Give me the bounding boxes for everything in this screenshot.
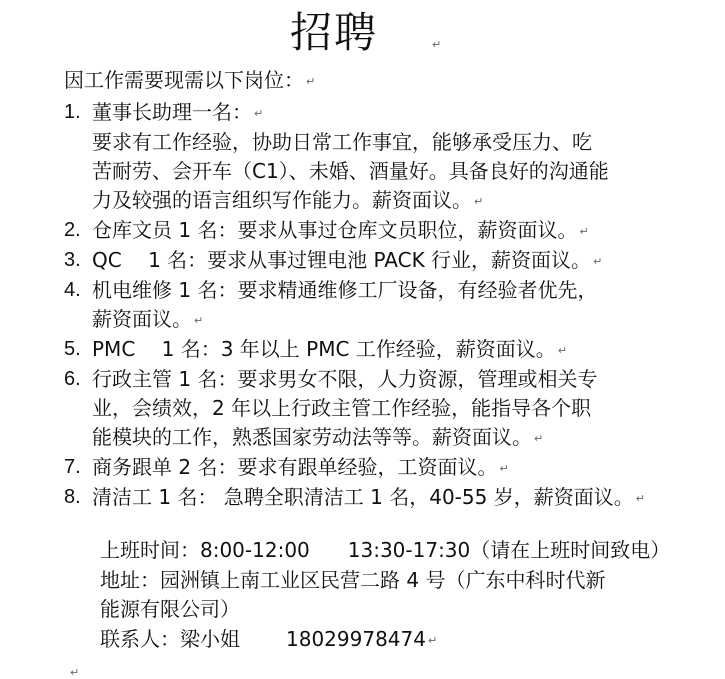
position-text <box>92 483 714 513</box>
working-hours-morning: 上班时间：8:00-12:00 <box>100 538 310 562</box>
position-line-text: 能模块的工作，熟悉国家劳动法等等。薪资面议。 <box>92 425 532 449</box>
position-line-text: 薪资面议。 <box>92 307 192 331</box>
position-line <box>92 276 714 305</box>
paragraph-mark-icon: ↵ <box>432 38 442 51</box>
position-line <box>92 453 714 483</box>
paragraph-mark-icon: ↵ <box>499 462 509 475</box>
position-line-text: 机电维修 1 名：要求精通维修工厂设备，有经验者优先， <box>92 278 598 302</box>
position-line <box>92 305 714 335</box>
position-line <box>92 216 714 246</box>
contact-name: 联系人：梁小姐 <box>100 627 240 651</box>
position-item <box>64 216 714 246</box>
position-item <box>64 365 714 453</box>
intro-label: 因工作需要现需以下岗位： <box>64 68 304 92</box>
paragraph-mark-icon: ↵ <box>593 255 603 268</box>
paragraph-mark-icon: ↵ <box>306 74 316 88</box>
paragraph-mark-icon: ↵ <box>254 107 264 120</box>
position-line <box>92 365 714 394</box>
position-number: 4. <box>64 279 81 301</box>
working-hours <box>100 536 670 565</box>
position-line-text: PMC 1 名：3 年以上 PMC 工作经验，薪资面议。 <box>92 337 556 361</box>
position-text <box>92 276 714 335</box>
position-line-text: 行政主管 1 名：要求男女不限，人力资源，管理或相关专 <box>92 367 598 391</box>
position-item <box>64 483 714 513</box>
paragraph-mark-icon: ↵ <box>474 195 484 208</box>
position-line-text: QC 1 名：要求从事过锂电池 PACK 行业，薪资面议。 <box>92 248 592 272</box>
paragraph-mark-icon: ↵ <box>534 432 544 445</box>
working-hours-afternoon: 13:30-17:30（请在上班时间致电） <box>347 538 671 562</box>
intro-text <box>64 66 315 96</box>
position-line <box>92 394 714 423</box>
position-number: 1. <box>64 101 81 123</box>
position-line-text: 业，会绩效，2 年以上行政主管工作经验，能指导各个职 <box>92 396 592 420</box>
position-number: 5. <box>64 338 81 360</box>
position-text <box>92 216 714 246</box>
position-number: 3. <box>64 249 81 271</box>
position-line-text: 力及较强的语言组织写作能力。薪资面议。 <box>92 188 472 212</box>
paragraph-mark-icon: ↵ <box>427 634 438 647</box>
position-line <box>92 246 714 276</box>
paragraph-mark-icon: ↵ <box>635 492 645 505</box>
contact-info <box>100 625 437 655</box>
position-item <box>64 335 714 365</box>
position-text <box>92 246 714 276</box>
page-title: 招聘 <box>290 8 379 57</box>
position-line-text: 仓库文员 1 名：要求从事过仓库文员职位，薪资面议。 <box>92 218 578 242</box>
position-line-text: 商务跟单 2 名：要求有跟单经验，工资面议。 <box>92 455 498 479</box>
position-line-text: 清洁工 1 名： 急聘全职清洁工 1 名，40-55 岁，薪资面议。 <box>92 485 634 509</box>
position-text <box>92 365 714 453</box>
position-number: 2. <box>64 219 81 241</box>
position-line <box>92 128 714 157</box>
position-text <box>92 98 714 216</box>
position-line <box>92 483 714 513</box>
position-line-text: 要求有工作经验，协助日常工作事宜，能够承受压力、吃 <box>92 130 592 154</box>
position-item <box>64 276 714 335</box>
position-item <box>64 453 714 483</box>
position-line <box>92 157 714 186</box>
contact-phone: 18029978474 <box>286 627 426 651</box>
position-text <box>92 335 714 365</box>
position-number: 8. <box>64 486 81 508</box>
paragraph-mark-icon: ↵ <box>579 225 589 238</box>
position-number: 6. <box>64 368 81 390</box>
paragraph-mark-icon: ↵ <box>194 314 204 327</box>
address-line-1: 地址：园洲镇上南工业区民营二路 4 号（广东中科时代新 <box>100 568 606 592</box>
position-item <box>64 246 714 276</box>
position-text <box>92 453 714 483</box>
position-item <box>64 98 714 216</box>
position-line <box>92 186 714 216</box>
position-number: 7. <box>64 456 81 478</box>
position-list <box>64 98 714 513</box>
paragraph-mark-icon: ↵ <box>70 666 80 679</box>
position-line <box>92 423 714 453</box>
position-line-text: 苦耐劳、会开车（C1）、未婚、酒量好。具备良好的沟通能 <box>92 159 609 183</box>
paragraph-mark-icon: ↵ <box>557 344 568 357</box>
position-line-text: 董事长助理一名： <box>92 100 252 124</box>
position-line <box>92 98 714 128</box>
position-line <box>92 335 714 365</box>
address-line-2: 能源有限公司） <box>100 597 240 621</box>
